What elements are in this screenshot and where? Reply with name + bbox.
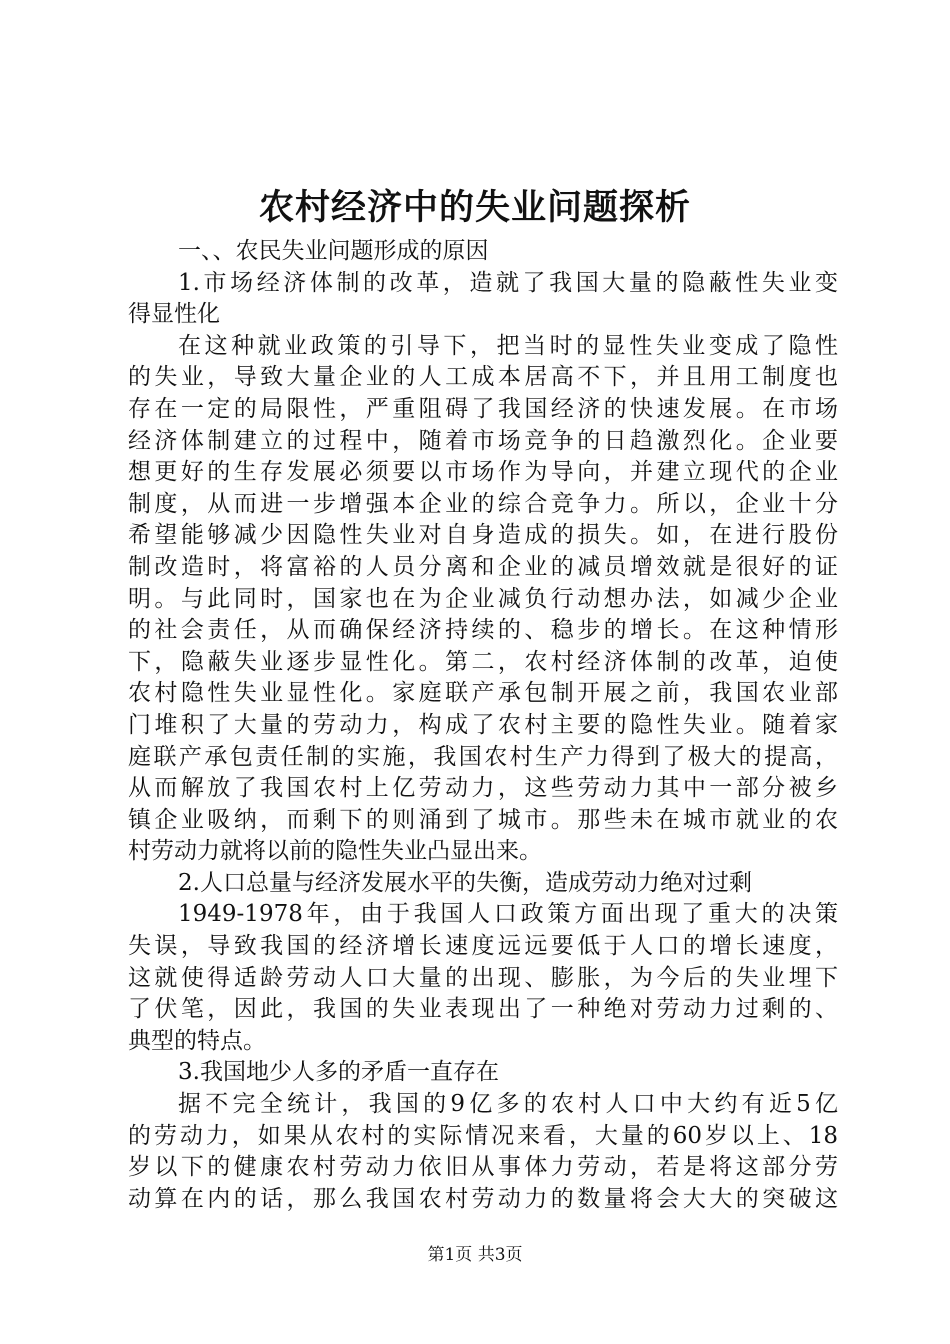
text-line: 的失业，导致大量企业的人工成本居高不下，并且用工制度也: [128, 364, 838, 391]
document-title: 农村经济中的失业问题探析: [258, 187, 691, 228]
text-line: 失误，导致我国的经济增长速度远远要低于人口的增长速度，: [128, 933, 838, 960]
text-line: 镇企业吸纳，而剩下的则涌到了城市。那些未在城市就业的农: [128, 806, 838, 833]
text-line: 的社会责任，从而确保经济持续的、稳步的增长。在这种情形: [128, 617, 838, 644]
text-line: 存在一定的局限性，严重阻碍了我国经济的快速发展。在市场: [128, 395, 838, 422]
text-line: 想更好的生存发展必须要以市场作为导向，并建立现代的企业: [128, 459, 838, 486]
text-line: 从而解放了我国农村上亿劳动力，这些劳动力其中一部分被乡: [128, 775, 838, 802]
text-line: 门堆积了大量的劳动力，构成了农村主要的隐性失业。随着家: [128, 711, 838, 738]
text-line: 明。与此同时，国家也在为企业减负行动想办法，如减少企业: [128, 585, 838, 612]
text-line: 3.我国地少人多的矛盾一直存在: [178, 1059, 499, 1086]
text-line: 在这种就业政策的引导下，把当时的显性失业变成了隐性: [178, 332, 838, 359]
text-line: 典型的特点。: [128, 1027, 266, 1054]
text-line: 农村隐性失业显性化。家庭联产承包制开展之前，我国农业部: [128, 680, 838, 707]
text-line: 希望能够减少因隐性失业对自身造成的损失。如，在进行股份: [128, 522, 838, 549]
text-line: 动算在内的话，那么我国农村劳动力的数量将会大大的突破这: [128, 1185, 838, 1212]
text-line: 制度，从而进一步增强本企业的综合竞争力。所以，企业十分: [128, 490, 838, 517]
text-line: 经济体制建立的过程中，随着市场竞争的日趋激烈化。企业要: [128, 427, 838, 454]
text-line: 制改造时，将富裕的人员分离和企业的减员增效就是很好的证: [128, 553, 838, 580]
text-line: 2.人口总量与经济发展水平的失衡，造成劳动力绝对过剩: [178, 869, 752, 896]
text-line: 岁以下的健康农村劳动力依旧从事体力劳动，若是将这部分劳: [128, 1154, 838, 1181]
text-line: 下，隐蔽失业逐步显性化。第二，农村经济体制的改革，迫使: [128, 648, 838, 675]
text-line: 据不完全统计，我国的9亿多的农村人口中大约有近5亿: [178, 1091, 838, 1118]
page-footer: 第1页 共3页: [427, 1245, 523, 1265]
text-line: 村劳动力就将以前的隐性失业凸显出来。: [128, 838, 542, 865]
text-line: 这就使得适龄劳动人口大量的出现、膨胀，为今后的失业埋下: [128, 964, 838, 991]
document-body: [128, 236, 838, 1215]
text-line: 1.市场经济体制的改革，造就了我国大量的隐蔽性失业变: [178, 269, 838, 296]
text-line: 的劳动力，如果从农村的实际情况来看，大量的60岁以上、18: [128, 1122, 838, 1149]
text-line: 了伏笔，因此，我国的失业表现出了一种绝对劳动力过剩的、: [128, 996, 838, 1023]
text-line: 得显性化: [128, 301, 220, 328]
text-line: 1949-1978年，由于我国人口政策方面出现了重大的决策: [178, 901, 838, 928]
text-line: 庭联产承包责任制的实施，我国农村生产力得到了极大的提高，: [128, 743, 838, 770]
text-line: 一、、农民失业问题形成的原因: [178, 238, 489, 264]
